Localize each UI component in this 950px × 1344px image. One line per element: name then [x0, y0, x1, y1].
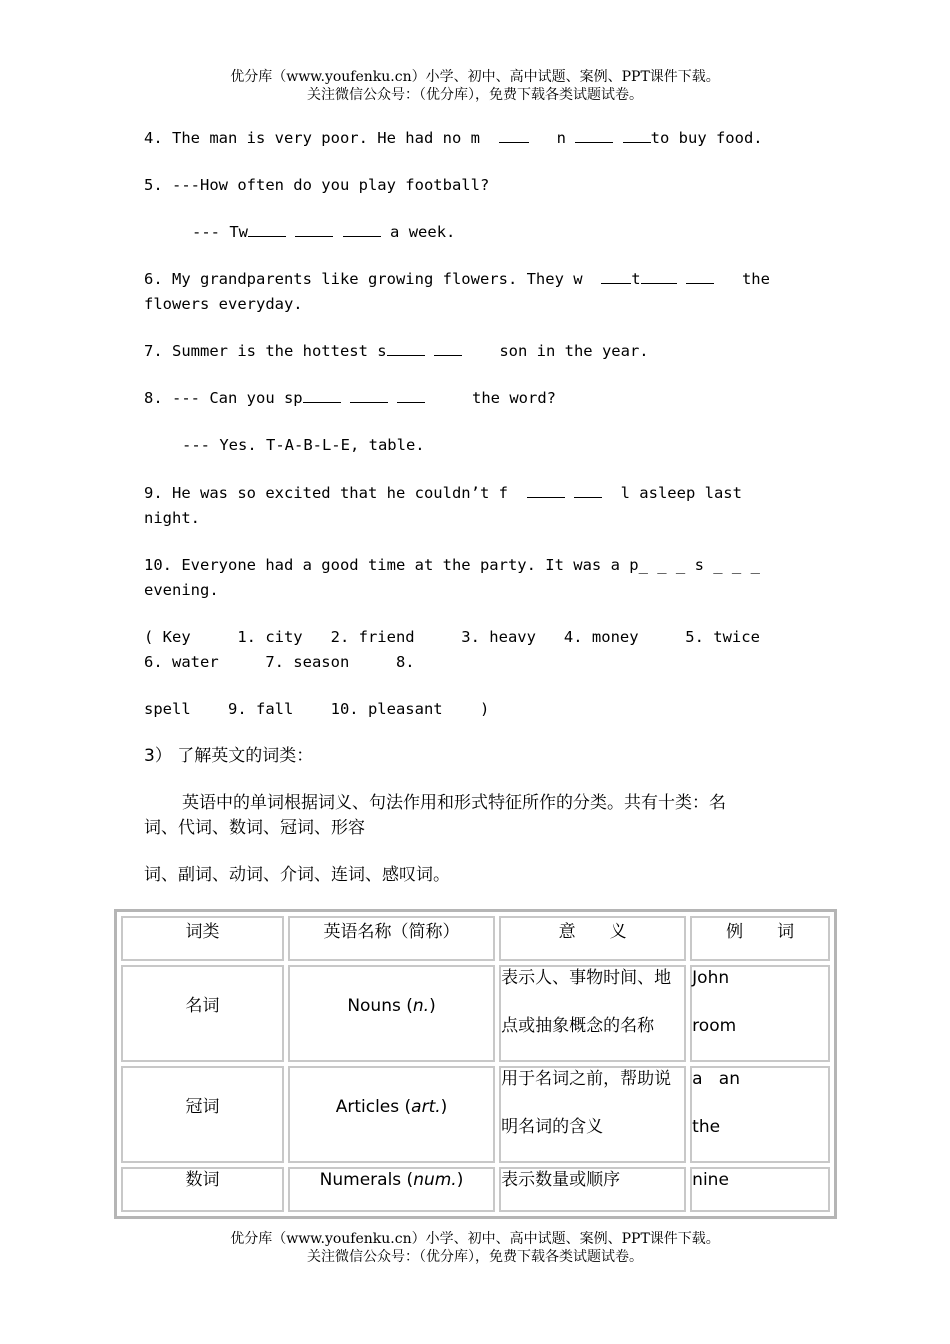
table-cell: 表示数量或顺序 — [499, 1167, 686, 1212]
question-10: 10. Everyone had a good time at the party. It was a p_ _ _ s _ _ _ — [144, 556, 760, 574]
section-paragraph-line-2: 词、代词、数词、冠词、形容 — [144, 818, 365, 838]
table-cell: a an the — [690, 1066, 830, 1163]
table-cell: 数词 — [121, 1167, 284, 1212]
header-line-2: 关注微信公众号：（优分库），免费下载各类试题试卷。 — [307, 87, 643, 103]
table-cell: 名词 — [121, 965, 284, 1062]
page-footer — [0, 1230, 950, 1266]
question-9: 9. He was so excited that he couldn’t f l asleep last — [144, 484, 742, 502]
answer-key-line-2: 6. water 7. season 8. — [144, 653, 415, 671]
table-cell: 冠词 — [121, 1066, 284, 1163]
table-cell: 表示人、事物时间、地 点或抽象概念的名称 — [499, 965, 686, 1062]
question-5-answer: --- Tw a week. — [192, 223, 456, 241]
table-header-cell: 例 词 — [690, 916, 830, 961]
table-row — [121, 1066, 830, 1163]
header-line-1: 优分库（www.youfenku.cn）小学、初中、高中试题、案例、PPT课件下载。 — [230, 69, 720, 85]
table-cell: Numerals (num.) — [288, 1167, 495, 1212]
table-cell: 用于名词之前，帮助说 明名词的含义 — [499, 1066, 686, 1163]
footer-line-2: 关注微信公众号：（优分库），免费下载各类试题试卷。 — [307, 1249, 643, 1265]
answer-key-line-3: spell 9. fall 10. pleasant ) — [144, 700, 490, 718]
section-heading: 3） 了解英文的词类： — [144, 746, 314, 766]
question-7: 7. Summer is the hottest s son in the year. — [144, 342, 649, 360]
table-row — [121, 965, 830, 1062]
table-header-cell: 词类 — [121, 916, 284, 961]
table-header-cell: 意 义 — [499, 916, 686, 961]
table-cell: Nouns (n.) — [288, 965, 495, 1062]
page-header — [0, 68, 950, 104]
table-header-row — [121, 916, 830, 961]
question-8: 8. --- Can you sp the word? — [144, 389, 556, 407]
question-9-cont: night. — [144, 509, 200, 527]
table-cell: John room — [690, 965, 830, 1062]
table-cell: nine — [690, 1167, 830, 1212]
question-8-reply: --- Yes. T-A-B-L-E, table. — [182, 436, 425, 454]
question-10-cont: evening. — [144, 581, 219, 599]
section-paragraph-line-3: 词、副词、动词、介词、连词、感叹词。 — [144, 865, 450, 885]
question-6: 6. My grandparents like growing flowers. They w t the — [144, 270, 770, 288]
footer-line-1: 优分库（www.youfenku.cn）小学、初中、高中试题、案例、PPT课件下载。 — [230, 1231, 720, 1247]
table-cell: Articles (art.) — [288, 1066, 495, 1163]
question-5: 5. ---How often do you play football? — [144, 176, 490, 194]
table-header-cell: 英语名称（简称） — [288, 916, 495, 961]
section-paragraph-line-1: 英语中的单词根据词义、句法作用和形式特征所作的分类。共有十类：名 — [182, 793, 726, 813]
table-row — [121, 1167, 830, 1212]
question-4: 4. The man is very poor. He had no m n to buy food. — [144, 129, 763, 147]
answer-key-line-1: ( Key 1. city 2. friend 3. heavy 4. money 5. twice — [144, 628, 760, 646]
word-class-table — [114, 909, 837, 1219]
question-6-cont: flowers everyday. — [144, 295, 303, 313]
